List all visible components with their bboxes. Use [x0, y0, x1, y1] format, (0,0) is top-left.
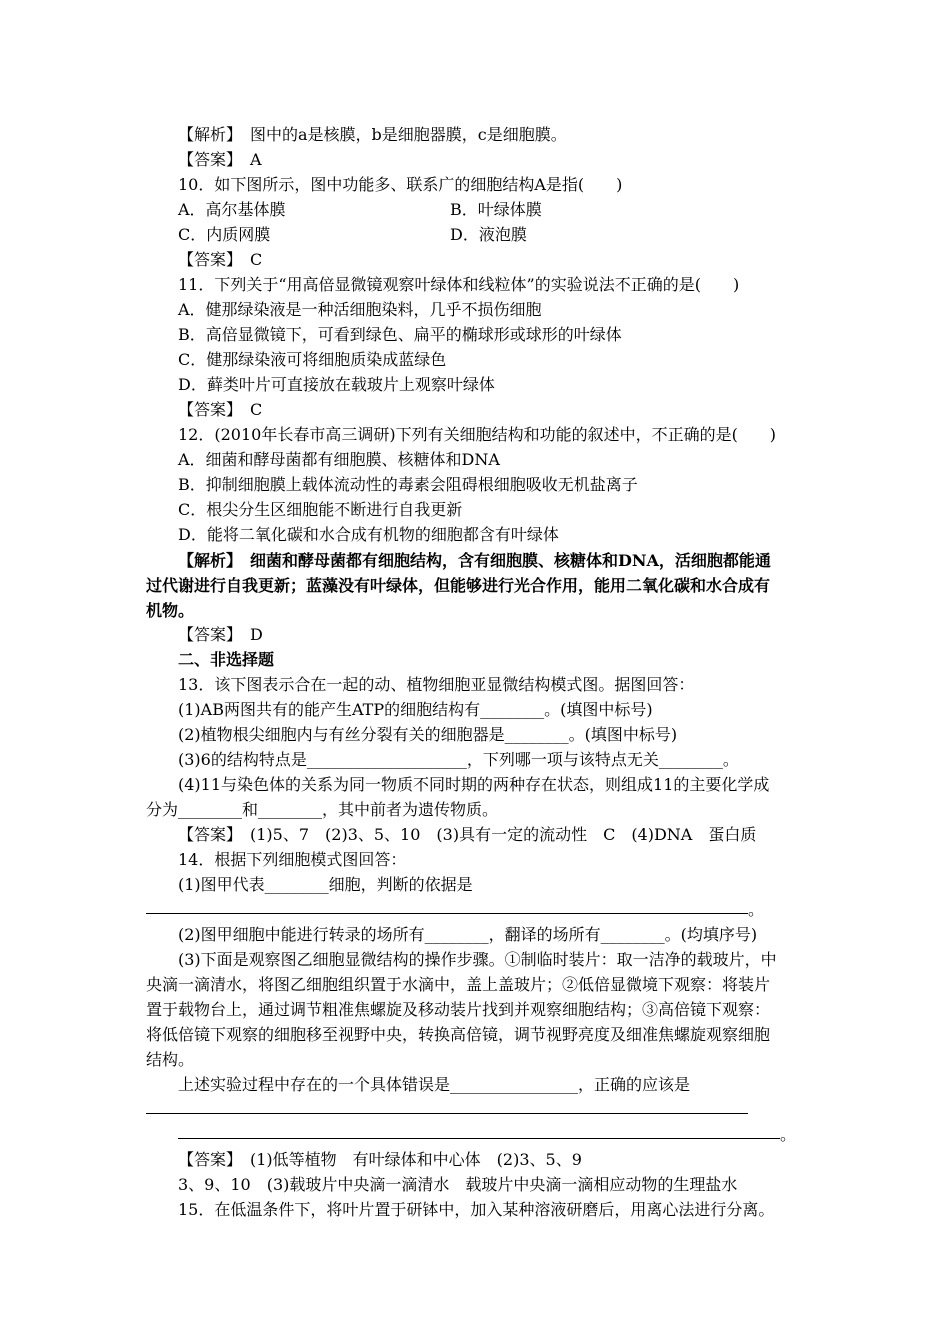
q13-part4-line2: 分为________和________，其中前者为遗传物质。 [146, 800, 499, 819]
q14-part3-question: 上述实验过程中存在的一个具体错误是________________，正确的应该是 [178, 1075, 691, 1094]
q9-answer: 【答案】 A [178, 150, 262, 169]
q14-part3-line5: 结构。 [146, 1050, 195, 1069]
q14-part3-line1: (3)下面是观察图乙细胞显微结构的操作步骤。①制临时装片：取一洁净的载玻片，中 [178, 950, 777, 969]
q11-option-a: A．健那绿染液是一种活细胞染料，几乎不损伤细胞 [178, 300, 542, 319]
q13-part2: (2)植物根尖细胞内与有丝分裂有关的细胞器是________。(填图中标号) [178, 725, 678, 744]
q10-option-c: C．内质网膜 [178, 225, 271, 244]
q12-option-c: C．根尖分生区细胞能不断进行自我更新 [178, 500, 463, 519]
q13-part4-line1: (4)11与染色体的关系为同一物质不同时期的两种存在状态，则组成11的主要化学成 [178, 775, 770, 794]
q11-option-c: C．健那绿染液可将细胞质染成蓝绿色 [178, 350, 447, 369]
q11-option-b: B．高倍显微镜下，可看到绿色、扁平的椭球形或球形的叶绿体 [178, 325, 622, 344]
q14-part3-line3: 置于载物台上，通过调节粗准焦螺旋及移动装片找到并观察细胞结构；③高倍镜下观察： [146, 1000, 771, 1019]
q10-answer: 【答案】 C [178, 250, 263, 269]
q13-answer: 【答案】 (1)5、7 (2)3、5、10 (3)具有一定的流动性 C (4)DNA 蛋白质 [178, 825, 757, 844]
q14-part3-line4: 将低倍镜下观察的细胞移至视野中央，转换高倍镜，调节视野亮度及细准焦螺旋观察细胞 [146, 1025, 771, 1044]
q14-part1: (1)图甲代表________细胞，判断的依据是 [178, 875, 473, 894]
q12-option-b: B．抑制细胞膜上载体流动性的毒素会阻碍根细胞吸收无机盐离子 [178, 475, 638, 494]
q14-answer-line1: 【答案】 (1)低等植物 有叶绿体和中心体 (2)3、5、9 [178, 1150, 582, 1169]
answer-blank-line [178, 1138, 780, 1139]
q12-analysis-line1: 【解析】 细菌和酵母菌都有细胞结构，含有细胞膜、核糖体和DNA，活细胞都能通 [178, 551, 771, 570]
q10-option-d: D．液泡膜 [450, 225, 527, 244]
q11-stem: 11．下列关于“用高倍显微镜观察叶绿体和线粒体”的实验说法不正确的是( ) [178, 275, 740, 294]
q9-analysis: 【解析】 图中的a是核膜，b是细胞器膜，c是细胞膜。 [178, 125, 567, 144]
q13-part3: (3)6的结构特点是____________________，下列哪一项与该特点无关________。 [178, 750, 739, 769]
q15-stem: 15．在低温条件下，将叶片置于研钵中，加入某种溶液研磨后，用离心法进行分离。 [178, 1200, 775, 1219]
q12-stem: 12．(2010年长春市高三调研)下列有关细胞结构和功能的叙述中，不正确的是( ) [178, 425, 777, 444]
q14-part2: (2)图甲细胞中能进行转录的场所有________，翻译的场所有________。(均填序号) [178, 925, 758, 944]
q12-analysis-line3: 机物。 [146, 601, 195, 620]
q10-stem: 10．如下图所示，图中功能多、联系广的细胞结构A是指( ) [178, 175, 623, 194]
q13-stem: 13．该下图表示合在一起的动、植物细胞亚显微结构模式图。据图回答： [178, 675, 695, 694]
answer-blank-line [146, 1113, 748, 1114]
q10-option-b: B．叶绿体膜 [450, 200, 542, 219]
section-heading: 二、非选择题 [178, 650, 275, 669]
q11-answer: 【答案】 C [178, 400, 263, 419]
q12-option-d: D．能将二氧化碳和水合成有机物的细胞都含有叶绿体 [178, 525, 559, 544]
q12-answer: 【答案】 D [178, 625, 263, 644]
answer-blank-line [146, 913, 748, 914]
q14-stem: 14．根据下列细胞模式图回答： [178, 850, 407, 869]
q14-answer-line2: 3、9、10 (3)载玻片中央滴一滴清水 载玻片中央滴一滴相应动物的生理盐水 [178, 1175, 738, 1194]
q11-option-d: D．藓类叶片可直接放在载玻片上观察叶绿体 [178, 375, 495, 394]
q12-option-a: A．细菌和酵母菌都有细胞膜、核糖体和DNA [178, 450, 500, 469]
q14-part3-line2: 央滴一滴清水，将图乙细胞组织置于水滴中，盖上盖玻片；②低倍显微境下观察：将装片 [146, 975, 771, 994]
q14-part1-end: 。 [748, 900, 765, 919]
q12-analysis-line2: 过代谢进行自我更新；蓝藻没有叶绿体，但能够进行光合作用，能用二氧化碳和水合成有 [146, 576, 771, 595]
q13-part1: (1)AB两图共有的能产生ATP的细胞结构有________。(填图中标号) [178, 700, 653, 719]
q10-option-a: A．高尔基体膜 [178, 200, 286, 219]
q14-part3-end: 。 [780, 1125, 797, 1144]
